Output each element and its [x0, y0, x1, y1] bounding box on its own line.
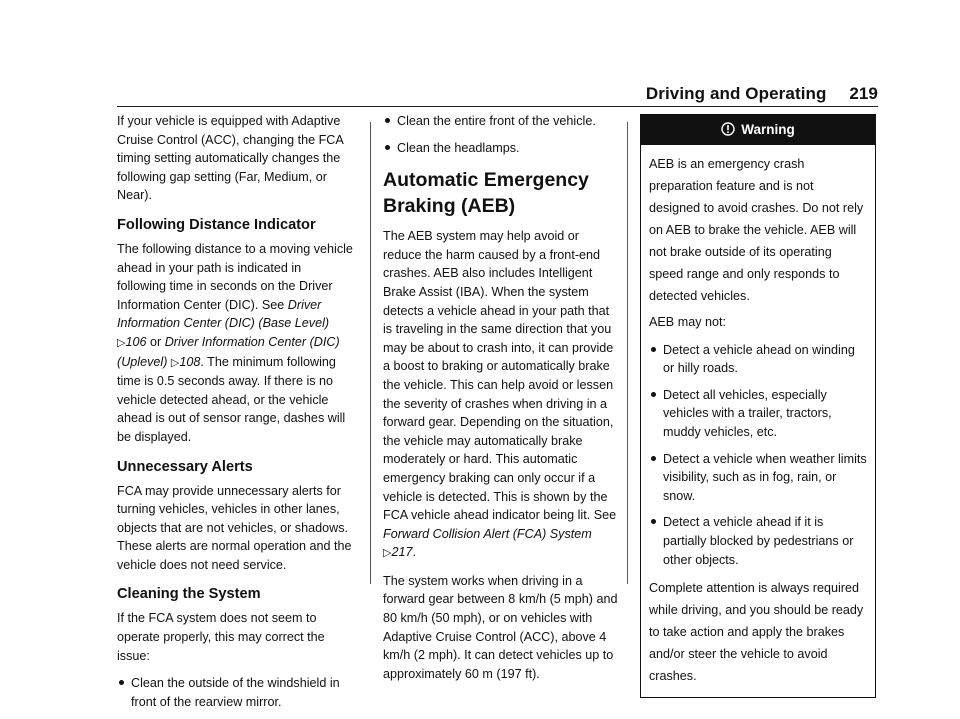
warning-closing: Complete attention is always required while driving, and you should be ready to take action and apply the brakes and/or steer the vehicle to avoid crashes.: [649, 581, 864, 684]
acc-intro-paragraph: If your vehicle is equipped with Adaptive Cruise Control (ACC), changing the FCA timing setting automatically changes the following gap setting (Far, Medium, or Near).: [117, 114, 344, 203]
aeb-paragraph-2: The system works when driving in a forward gear between 8 km/h (5 mph) and 80 km/h (50 mph), or on vehicles with Adaptive Cruise Control (ACC), above 4 km/h (2 mph). It can detect vehicles up to approximately 60 m (197 ft).: [383, 573, 618, 681]
header-rule: [117, 106, 878, 107]
dic-uplevel-link[interactable]: Driver Information Center (DIC) (Uplevel): [117, 334, 340, 369]
warning-header: [641, 115, 875, 145]
column-divider-2: [627, 122, 628, 584]
list-item: Detect a vehicle when weather limits visibility, such as in fog, rain, or snow.: [649, 450, 867, 506]
dic-base-page[interactable]: 106: [125, 334, 147, 349]
fca-system-link[interactable]: Forward Collision Alert (FCA) System: [383, 526, 592, 541]
warning-body: [641, 145, 875, 697]
list-item: Detect a vehicle ahead on winding or hilly roads.: [649, 341, 867, 378]
warning-list: [649, 341, 867, 570]
column-divider-1: [370, 122, 371, 584]
page-reference-arrow-icon: ▷: [170, 356, 180, 369]
warning-box: [640, 114, 876, 698]
warning-title: Warning: [741, 122, 795, 137]
warning-triangle-icon: [721, 117, 735, 147]
column-3: [640, 112, 876, 698]
list-item: Detect all vehicles, especially vehicles with a trailer, tractors, muddy vehicles, etc.: [649, 386, 867, 442]
cleaning-list: [117, 674, 353, 711]
list-item: Clean the headlamps.: [383, 139, 619, 158]
list-item: Clean the entire front of the vehicle.: [383, 112, 619, 131]
fca-system-page[interactable]: 217: [391, 545, 413, 560]
cleaning-list-continued: [383, 112, 619, 157]
column-2: [383, 112, 619, 692]
page-reference-arrow-icon: ▷: [383, 547, 392, 560]
page-number: 219: [849, 84, 878, 103]
following-distance-heading: Following Distance Indicator: [117, 216, 316, 233]
aeb-heading: Automatic Emergency Braking (AEB): [383, 169, 589, 218]
list-item: Clean the outside of the windshield in front of the rearview mirror.: [117, 674, 353, 711]
column-1: [117, 112, 353, 719]
warning-intro: AEB is an emergency crash preparation feature and is not designed to avoid crashes. Do not rely on AEB to brake the vehicle. AEB will not brake outside of its operating speed range and only responds to detected vehicles.: [649, 157, 864, 303]
list-item: Detect a vehicle ahead if it is partially blocked by pedestrians or other objects.: [649, 513, 867, 569]
warning-may-not: AEB may not:: [649, 315, 726, 329]
page-reference-arrow-icon: ▷: [117, 336, 126, 349]
unnecessary-alerts-paragraph: FCA may provide unnecessary alerts for turning vehicles, vehicles in other lanes, objects that are not vehicles, or shadows. These alerts are normal operation and the vehicle does not need service.: [117, 483, 352, 572]
dic-uplevel-page[interactable]: 108: [179, 354, 201, 369]
dic-base-link[interactable]: Driver Information Center (DIC) (Base Level): [117, 297, 330, 331]
section-title: Driving and Operating: [645, 84, 827, 103]
cleaning-system-heading: Cleaning the System: [117, 586, 261, 603]
cleaning-system-paragraph: If the FCA system does not seem to operate properly, this may correct the issue:: [117, 611, 325, 663]
unnecessary-alerts-heading: Unnecessary Alerts: [117, 458, 253, 475]
following-distance-paragraph: The following distance to a moving vehicle ahead in your path is indicated in following time in seconds on the Driver Information Center (DIC). See Driver Information Center (DIC) (Base Level) ▷106 or Driver Information Center (DIC) (Uplevel) ▷108. The minimum following time is 0.5 seconds away. If there is no vehicle detected ahead, or the vehicle ahead is out of sensor range, dashes will be displayed.: [117, 241, 353, 444]
aeb-paragraph-1: The AEB system may help avoid or reduce the harm caused by a front-end crashes. AEB also includes Intelligent Brake Assist (IBA). When the system detects a vehicle ahead in your path that is traveling in the same direction that you may be about to crash into, it can provide a boost to braking or automatically brake the vehicle. This can help avoid or lessen the severity of crashes when driving in a forward gear. Depending on the situation, the vehicle may automatically brake moderately or hard. This automatic emergency braking can only occur if a vehicle is detected. This is shown by the FCA vehicle ahead indicator being lit. See Forward Collision Alert (FCA) System ▷217.: [383, 229, 617, 560]
page-header: [646, 84, 878, 104]
